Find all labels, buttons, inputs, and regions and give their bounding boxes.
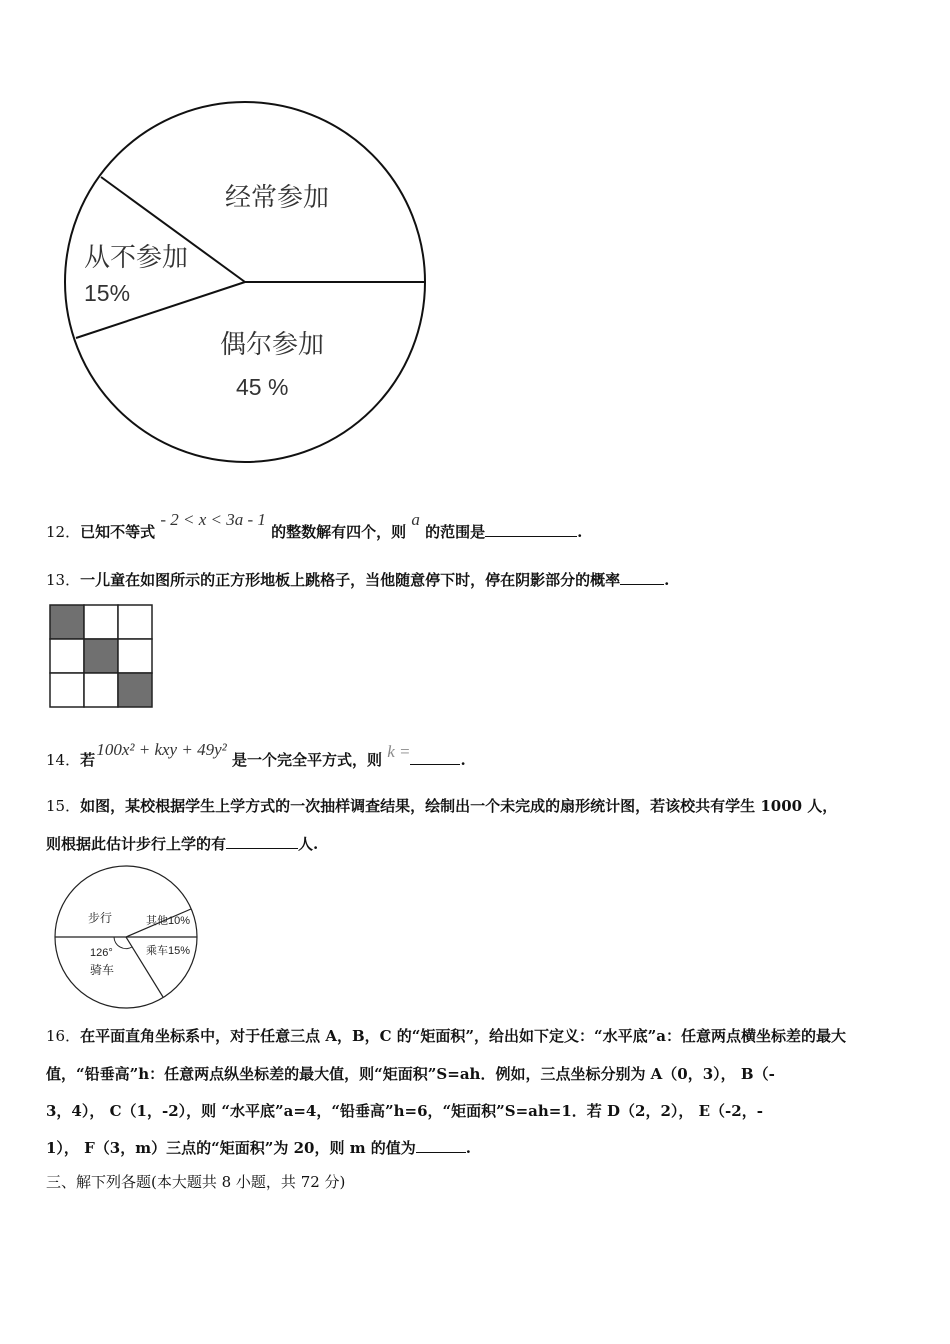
question-number: 15．: [46, 797, 81, 815]
question-number: 13．: [46, 571, 81, 589]
q12-suffix: 的范围是: [425, 523, 486, 541]
question-16-line3: [46, 1101, 763, 1121]
question-15-line2: [46, 834, 318, 854]
grid-cell: [50, 639, 84, 673]
slice-label-sometimes: 偶尔参加: [220, 329, 325, 359]
question-13: [46, 570, 669, 590]
q14-prefix: 若: [80, 751, 96, 769]
polynomial-formula: 100x² + kxy + 49y²: [96, 740, 227, 759]
grid-cell-shaded: [50, 605, 84, 639]
question-15: [46, 796, 837, 816]
question-number: 16．: [46, 1027, 81, 1045]
slice-percent-sometimes: 45 %: [236, 374, 289, 400]
grid-cell-shaded: [84, 639, 118, 673]
section-3-heading: [46, 1172, 345, 1192]
q12-end: .: [577, 523, 583, 541]
participation-pie-chart: [60, 98, 440, 468]
variable-a: a: [411, 510, 420, 529]
grid-cell: [84, 605, 118, 639]
inequality-formula: - 2 < x < 3a - 1: [160, 510, 266, 529]
q14-middle: 是一个完全平方式，则: [231, 751, 382, 769]
tile-grid: [48, 604, 154, 708]
q12-prefix: 已知不等式: [80, 523, 156, 541]
section-3-title: 三、解下列各题(本大题共 8 小题，共 72 分): [46, 1173, 346, 1191]
answer-blank[interactable]: [226, 834, 298, 849]
q12-middle: 的整数解有四个，则: [271, 523, 407, 541]
question-16-line2: [46, 1064, 775, 1084]
commute-pie-chart: [50, 864, 202, 1010]
grid-cell: [84, 673, 118, 707]
slice-percent-never: 15%: [84, 280, 131, 306]
question-12: [46, 510, 583, 542]
q15-line2-suffix: 人.: [298, 835, 319, 853]
q16-line4-prefix: 1）， F（3，m）三点的“矩面积”为 20，则 m 的值为: [46, 1139, 416, 1157]
q15-line1: 如图，某校根据学生上学方式的一次抽样调查结果，绘制出一个未完成的扇形统计图，若该校共有学生 1000 人，: [80, 797, 838, 815]
q15-line2-prefix: 则根据此估计步行上学的有: [46, 835, 227, 853]
q13-end: .: [664, 571, 670, 589]
question-16: [46, 1026, 846, 1046]
q16-line1: 在平面直角坐标系中，对于任意三点 A，B，C 的“矩面积”，给出如下定义：“水平底”a：任意两点横坐标差的最大: [80, 1027, 847, 1045]
question-number: 14．: [46, 751, 81, 769]
answer-blank[interactable]: [620, 570, 664, 585]
question-14: [46, 740, 466, 770]
q13-text: 一儿童在如图所示的正方形地板上跳格子，当他随意停下时，停在阴影部分的概率: [80, 571, 621, 589]
label-angle: 126°: [90, 947, 113, 959]
q14-end: .: [460, 751, 466, 769]
label-bike: 骑车: [90, 963, 115, 977]
question-number: 12．: [46, 523, 81, 541]
grid-cell: [118, 639, 152, 673]
answer-blank[interactable]: [416, 1138, 466, 1153]
q16-line2: 值，“铅垂高”h：任意两点纵坐标差的最大值，则“矩面积”S=ah．例如，三点坐标分别为 A（0，3）， B（-: [46, 1065, 775, 1083]
grid-cell: [118, 605, 152, 639]
grid-cell: [50, 673, 84, 707]
answer-blank[interactable]: [485, 522, 577, 537]
grid-cell-shaded: [118, 673, 152, 707]
label-other: 其他10%: [146, 915, 191, 927]
q16-line4-suffix: .: [465, 1139, 472, 1157]
slice-label-never: 从不参加: [84, 242, 189, 272]
question-16-line4: [46, 1138, 471, 1158]
variable-k: k =: [387, 742, 411, 761]
label-walk: 步行: [88, 911, 113, 925]
label-bus: 乘车15%: [146, 945, 191, 957]
answer-blank[interactable]: [410, 750, 460, 765]
q16-line3: 3，4）， C（1，-2），则 “水平底”a=4，“铅垂高”h=6，“矩面积”S=ah=1．若 D（2，2）， E（-2，-: [46, 1102, 763, 1120]
slice-label-often: 经常参加: [225, 182, 330, 212]
